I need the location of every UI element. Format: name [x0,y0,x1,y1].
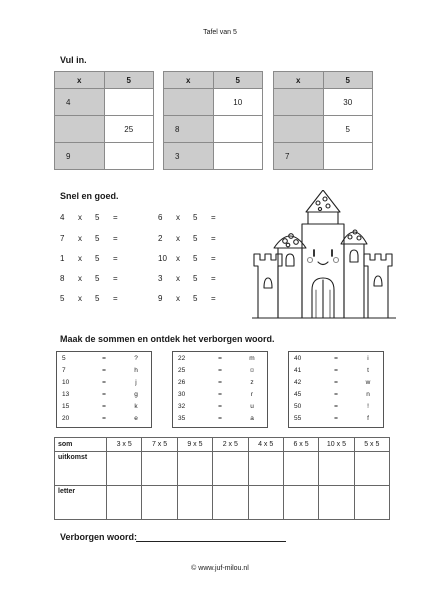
code-letter: m [249,355,255,362]
answer-input-cell[interactable] [213,116,263,143]
letter-input-cell[interactable] [319,486,354,520]
result-input-cell[interactable] [213,452,248,486]
code-letter: ? [134,355,138,362]
times-sign: x [78,234,82,243]
equals-sign: = [334,391,338,398]
equals-sign: = [102,391,106,398]
result-input-cell[interactable] [354,452,389,486]
code-row [57,415,151,425]
code-row [57,367,151,377]
code-number: 7 [62,367,66,374]
code-row [289,355,383,365]
table-header-cell: x [274,72,324,89]
equals-sign: = [102,403,106,410]
code-letter: z [250,379,254,386]
given-product-cell: 10 [213,89,263,116]
result-input-cell[interactable] [142,452,177,486]
code-letter: i [367,355,369,362]
equals-sign: = [218,367,222,374]
code-letter: e [134,415,138,422]
table-header-cell: 5 [104,72,154,89]
factor-a: 2 [158,234,163,243]
code-row [289,415,383,425]
table-header-cell: 5 [323,72,373,89]
code-row [173,367,267,377]
sum-cell: 4 x 5 [248,438,283,452]
equals-sign: = [334,403,338,410]
footer-credit: © www.juf-milou.nl [191,565,249,572]
equals-sign: = [102,355,106,362]
factor-b: 5 [193,234,198,243]
code-number: 42 [294,379,302,386]
factor-b: 5 [95,294,100,303]
code-number: 22 [178,355,186,362]
result-input-cell[interactable] [319,452,354,486]
sum-cell: 10 x 5 [319,438,354,452]
code-row [57,355,151,365]
factor-a: 4 [60,213,65,222]
code-letter: j [135,379,137,386]
times-sign: x [176,234,180,243]
equals-sign: = [211,294,216,303]
code-letter: r [250,391,254,398]
given-factor-cell: 9 [55,143,105,170]
answer-input-cell[interactable] [104,89,154,116]
sum-cell: 3 x 5 [107,438,142,452]
factor-a: 3 [158,274,163,283]
code-number: 5 [62,355,66,362]
factor-a: 8 [60,274,65,283]
sum-cell: 5 x 5 [354,438,389,452]
given-factor-cell: 3 [164,143,214,170]
sum-cell: 9 x 5 [177,438,212,452]
code-row [173,355,267,365]
code-letter: g [134,391,138,398]
section-heading-snel-en-goed: Snel en goed. [60,191,119,201]
letter-input-cell[interactable] [354,486,389,520]
code-number: 15 [62,403,70,410]
section-heading-hidden-word: Maak de sommen en ontdek het verborgen woord. [60,334,275,344]
answer-input-cell[interactable] [164,89,214,116]
code-row [57,391,151,401]
sum-cell: 6 x 5 [283,438,318,452]
code-number: 35 [178,415,186,422]
code-letter: k [134,403,138,410]
result-input-cell[interactable] [283,452,318,486]
code-letter: ! [367,403,369,410]
letter-input-cell[interactable] [177,486,212,520]
fill-table-2 [163,71,263,170]
code-row [289,403,383,413]
equals-sign: = [218,391,222,398]
code-number: 41 [294,367,302,374]
equals-sign: = [334,355,338,362]
table-header-cell: 5 [213,72,263,89]
factor-a: 9 [158,294,163,303]
result-input-cell[interactable] [248,452,283,486]
answer-input-cell[interactable] [213,143,263,170]
letter-input-cell[interactable] [142,486,177,520]
equals-sign: = [211,234,216,243]
code-row [173,391,267,401]
given-factor-cell: 7 [274,143,324,170]
times-sign: x [176,294,180,303]
code-number: 20 [62,415,70,422]
answer-input-cell[interactable] [274,89,324,116]
sum-cell: 7 x 5 [142,438,177,452]
factor-a: 7 [60,234,65,243]
equals-sign: = [113,213,118,222]
factor-a: 1 [60,254,65,263]
equals-sign: = [218,379,222,386]
code-number: 40 [294,355,302,362]
code-row [173,403,267,413]
given-factor-cell: 8 [164,116,214,143]
factor-b: 5 [193,294,198,303]
castle-illustration [252,190,396,320]
equals-sign: = [334,367,338,374]
fill-table-3 [273,71,373,170]
factor-b: 5 [95,213,100,222]
code-number: 55 [294,415,302,422]
answer-table [54,437,390,520]
answer-input-cell[interactable] [274,116,324,143]
code-box-2 [172,351,268,428]
code-number: 50 [294,403,302,410]
answer-input-cell[interactable] [55,116,105,143]
equals-sign: = [113,234,118,243]
answer-input-cell[interactable] [104,143,154,170]
letter-input-cell[interactable] [107,486,142,520]
row-label-som: som [55,438,107,452]
code-row [57,403,151,413]
times-sign: x [176,213,180,222]
times-sign: x [78,254,82,263]
equals-sign: = [211,254,216,263]
result-input-cell[interactable] [107,452,142,486]
factor-a: 5 [60,294,65,303]
code-box-1 [56,351,152,428]
given-product-cell: 30 [323,89,373,116]
equals-sign: = [102,367,106,374]
factor-b: 5 [95,274,100,283]
code-row [57,379,151,389]
equals-sign: = [334,415,338,422]
times-sign: x [78,294,82,303]
code-row [173,415,267,425]
code-letter: t [367,367,369,374]
letter-input-cell[interactable] [248,486,283,520]
code-letter: h [134,367,138,374]
given-product-cell: 5 [323,116,373,143]
times-sign: x [78,213,82,222]
page-title: Tafel van 5 [203,29,237,36]
equals-sign: = [218,415,222,422]
result-input-cell[interactable] [177,452,212,486]
given-factor-cell: 4 [55,89,105,116]
equals-sign: = [102,379,106,386]
letter-input-cell[interactable] [213,486,248,520]
code-row [289,379,383,389]
equals-sign: = [211,274,216,283]
factor-b: 5 [95,254,100,263]
hidden-word-label: Verborgen woord: [60,532,138,542]
fill-table-1 [54,71,154,170]
times-sign: x [78,274,82,283]
answer-input-cell[interactable] [323,143,373,170]
factor-b: 5 [95,234,100,243]
code-number: 25 [178,367,186,374]
equals-sign: = [218,355,222,362]
code-letter: n [366,391,370,398]
section-heading-vul-in: Vul in. [60,55,87,65]
code-number: 30 [178,391,186,398]
code-number: 10 [62,379,70,386]
equals-sign: = [113,254,118,263]
code-box-3 [288,351,384,428]
code-number: 13 [62,391,70,398]
code-number: 45 [294,391,302,398]
factor-b: 5 [193,254,198,263]
code-number: 32 [178,403,186,410]
equals-sign: = [211,213,216,222]
factor-b: 5 [193,213,198,222]
code-number: 26 [178,379,186,386]
hidden-word-answer-line[interactable] [136,541,286,542]
table-header-cell: x [55,72,105,89]
row-label-uitkomst: uitkomst [55,452,107,486]
sum-cell: 2 x 5 [213,438,248,452]
equals-sign: = [102,415,106,422]
times-sign: x [176,274,180,283]
factor-a: 10 [158,254,167,263]
equals-sign: = [218,403,222,410]
factor-b: 5 [193,274,198,283]
equals-sign: = [113,294,118,303]
code-row [289,367,383,377]
equals-sign: = [113,274,118,283]
times-sign: x [176,254,180,263]
row-label-letter: letter [55,486,107,520]
code-letter: f [367,415,369,422]
equals-sign: = [334,379,338,386]
factor-a: 6 [158,213,163,222]
given-product-cell: 25 [104,116,154,143]
smiley-icon: ☺ [248,367,256,374]
code-row [173,379,267,389]
table-header-cell: x [164,72,214,89]
letter-input-cell[interactable] [283,486,318,520]
code-letter: u [250,403,254,410]
code-letter: w [365,379,371,386]
code-letter: a [250,415,254,422]
code-row [289,391,383,401]
